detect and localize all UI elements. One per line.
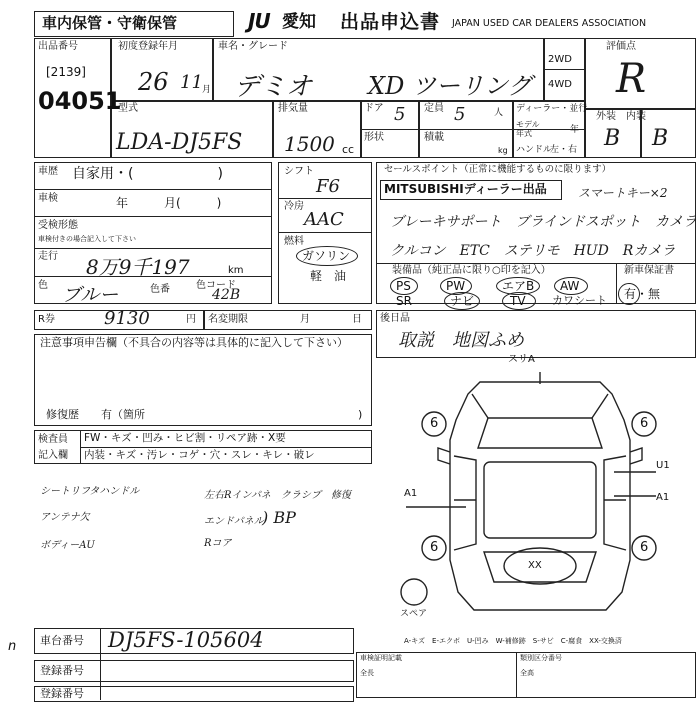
equip-tv: TV bbox=[510, 294, 526, 308]
fuel-selected-circle bbox=[296, 246, 358, 266]
equip-leather: カワシート bbox=[552, 294, 607, 307]
ju-logo-text: 愛知 bbox=[282, 12, 316, 32]
handle-options: 左・右 bbox=[550, 145, 578, 155]
cert-label-2b: 全高 bbox=[520, 669, 534, 677]
car-name: デミオ bbox=[234, 72, 313, 102]
ju-logo bbox=[248, 10, 270, 32]
note-line-5: エンドパネル bbox=[204, 516, 264, 527]
chassis-label: 車台番号 bbox=[40, 634, 84, 647]
checker-label: 検査員 bbox=[38, 434, 68, 445]
margin-mark: n bbox=[8, 639, 17, 654]
storage-tag-text: 車内保管・守衛保管 bbox=[42, 14, 178, 32]
after-doc-value: 取説 地図ふめ bbox=[398, 330, 524, 351]
lot-number-label: 出品番号 bbox=[38, 41, 78, 52]
color-label: 色 bbox=[38, 280, 48, 291]
lot-number: 04051 bbox=[38, 87, 122, 115]
warranty-label: 新車保証書 bbox=[624, 265, 674, 276]
sales-line-1: スマートキー×2 bbox=[578, 186, 668, 200]
received-note: 車検付きの場合記入して下さい bbox=[38, 235, 136, 243]
color-value: ブルー bbox=[62, 284, 119, 306]
note-bp: ) BP bbox=[262, 508, 296, 527]
equip-ps: PS bbox=[396, 279, 411, 293]
equip-pw: PW bbox=[446, 279, 466, 293]
damage-u1: U1 bbox=[656, 460, 670, 471]
inspection-ym: 年 月( ) bbox=[116, 196, 222, 210]
color-code-label: 色コード bbox=[196, 280, 236, 291]
recycle-label: R券 bbox=[38, 314, 55, 325]
cooler-value: AAC bbox=[304, 209, 344, 230]
warranty-selected-circle bbox=[618, 283, 640, 305]
tyre-rl: 6 bbox=[430, 540, 439, 555]
history-value: 自家用・( ) bbox=[72, 166, 223, 182]
capacity-unit: 人 bbox=[494, 108, 504, 118]
recycle-yen: 円 bbox=[186, 314, 196, 325]
dealer-label: ディーラー・並行 bbox=[516, 104, 588, 114]
kg-unit: kg bbox=[498, 146, 508, 155]
shape-label: 形状 bbox=[364, 132, 384, 143]
cc-unit: cc bbox=[342, 143, 355, 156]
first-reg-year: 26 bbox=[138, 68, 169, 96]
first-reg-month: 11 bbox=[180, 72, 203, 93]
doors-label: ドア bbox=[364, 103, 384, 114]
cert-label-1b: 全長 bbox=[360, 669, 374, 677]
sales-line-2: ブレーキサポート ブラインドスポット カメラ bbox=[390, 214, 697, 230]
reg-label-1: 登録番号 bbox=[40, 664, 84, 677]
ju-logo-mark: JU bbox=[248, 9, 270, 33]
sales-line-3: クルコン ETC ステリモ HUD Rカメラ bbox=[390, 243, 676, 259]
year-label: 年式 bbox=[516, 129, 532, 138]
sales-point-label: セールスポイント（正常に機能するものに限ります） bbox=[384, 164, 612, 175]
equip-airbag: エアB bbox=[502, 279, 535, 293]
color-code-value: 42B bbox=[212, 287, 241, 303]
note-line-3: ボディーAU bbox=[40, 540, 95, 551]
warranty-options: 有・無 bbox=[624, 287, 661, 301]
rating-value: R bbox=[616, 56, 647, 102]
tyre-fr: 6 bbox=[640, 416, 649, 431]
fuel-label: 燃料 bbox=[284, 236, 304, 247]
name-change-day: 日 bbox=[352, 314, 362, 325]
damage-a1-right: A1 bbox=[656, 492, 670, 503]
diagram-top-mark: スリA bbox=[508, 354, 535, 365]
equip-navi-circle bbox=[444, 292, 480, 310]
name-change-label: 名変期限 bbox=[208, 314, 248, 325]
history-label: 車歴 bbox=[38, 166, 58, 177]
capacity-label: 定員 bbox=[424, 103, 444, 114]
fuel-value: ガソリン bbox=[302, 249, 351, 263]
capacity-value: 5 bbox=[454, 104, 466, 125]
doors-value: 5 bbox=[394, 104, 406, 125]
handle-label: ハンドル bbox=[516, 145, 553, 155]
note-line-1: シートリフタハンドル bbox=[40, 486, 140, 497]
year-unit: 年 bbox=[570, 125, 580, 135]
received-label: 受検形態 bbox=[38, 220, 78, 231]
lot-reference: [2139] bbox=[46, 65, 86, 79]
equip-sr: SR bbox=[396, 294, 412, 308]
first-reg-label: 初度登録年月 bbox=[118, 41, 178, 52]
form-title: 出品申込書 bbox=[340, 11, 441, 33]
damage-a1-left: A1 bbox=[404, 488, 418, 499]
equipment-label: 装備品（純正品に限り○印を記入） bbox=[392, 265, 551, 276]
note-line-6: Rコア bbox=[204, 538, 232, 549]
drive-4wd: 4WD bbox=[548, 79, 572, 90]
fw-row: FW・キズ・凹み・ヒビ割・リペア跡・X要 bbox=[84, 432, 286, 444]
interior-grade: B bbox=[652, 126, 669, 151]
inspection-label: 車検 bbox=[38, 193, 58, 204]
shift-label: シフト bbox=[284, 166, 314, 177]
damage-legend: A-キズ E-エクボ U-凹み W-補修跡 S-サビ C-腐食 XX-交換済 bbox=[404, 637, 622, 645]
mileage-value: 8万9千197 bbox=[86, 255, 190, 279]
cooler-label: 冷房 bbox=[284, 201, 304, 212]
damage-xx: XX bbox=[528, 560, 542, 571]
name-change-month: 月 bbox=[300, 314, 310, 325]
note-line-2: アンテナ欠 bbox=[40, 512, 90, 523]
mitsubishi-tag-text: MITSUBISHIディーラー出品 bbox=[384, 182, 547, 196]
displacement-value: 1500 bbox=[284, 132, 335, 156]
association-name: JAPAN USED CAR DEALERS ASSOCIATION bbox=[452, 18, 647, 29]
notes-label: 注意事項申告欄（不具合の内容等は具体的に記入して下さい） bbox=[40, 336, 348, 349]
equip-ps-circle bbox=[390, 277, 418, 295]
type-value: LDA-DJ5FS bbox=[116, 130, 243, 155]
equip-navi: ナビ bbox=[450, 294, 475, 308]
load-label: 積載 bbox=[424, 132, 444, 143]
repair-paren-close: ) bbox=[358, 408, 363, 421]
repair-label: 修復歴 有（箇所 bbox=[46, 408, 145, 421]
equip-aw-circle bbox=[554, 277, 588, 295]
km-unit: km bbox=[228, 265, 244, 276]
drive-2wd: 2WD bbox=[548, 54, 572, 65]
type-label: 型式 bbox=[118, 103, 138, 114]
exterior-grade: B bbox=[604, 126, 621, 151]
chassis-value: DJ5FS-105604 bbox=[108, 628, 264, 652]
mileage-label: 走行 bbox=[38, 251, 58, 262]
tyre-rr: 6 bbox=[640, 540, 649, 555]
rating-label: 評価点 bbox=[606, 41, 636, 52]
equip-tv-circle bbox=[502, 292, 536, 310]
shift-value: F6 bbox=[316, 176, 340, 197]
model-label: モデル bbox=[516, 120, 540, 129]
cert-label-1: 車検証明記載 bbox=[360, 654, 402, 662]
after-doc-label: 後日品 bbox=[380, 313, 410, 324]
car-damage-diagram bbox=[380, 360, 696, 630]
tyre-fl: 6 bbox=[430, 416, 439, 431]
name-grade-label: 車名・グレード bbox=[218, 41, 288, 52]
note-line-4: 左右Rインパネ クラシブ 修復 bbox=[204, 490, 351, 501]
first-reg-month-unit: 月 bbox=[202, 85, 212, 95]
equip-aw: AW bbox=[560, 279, 580, 293]
ext-int-label: 外装 内装 bbox=[596, 111, 646, 122]
displacement-label: 排気量 bbox=[278, 103, 308, 114]
entry-label: 記入欄 bbox=[38, 450, 68, 461]
fuel-diesel: 軽 油 bbox=[310, 269, 347, 283]
spare-label: スペア bbox=[400, 609, 428, 619]
recycle-value: 9130 bbox=[104, 308, 150, 329]
color-no-label: 色番 bbox=[150, 284, 170, 295]
cert-label-2: 類別区分番号 bbox=[520, 654, 562, 662]
reg-label-2: 登録番号 bbox=[40, 687, 84, 700]
car-grade: XD ツーリング bbox=[368, 72, 532, 100]
interior-row: 内装・キズ・汚レ・コゲ・穴・スレ・キレ・破レ bbox=[84, 449, 315, 461]
